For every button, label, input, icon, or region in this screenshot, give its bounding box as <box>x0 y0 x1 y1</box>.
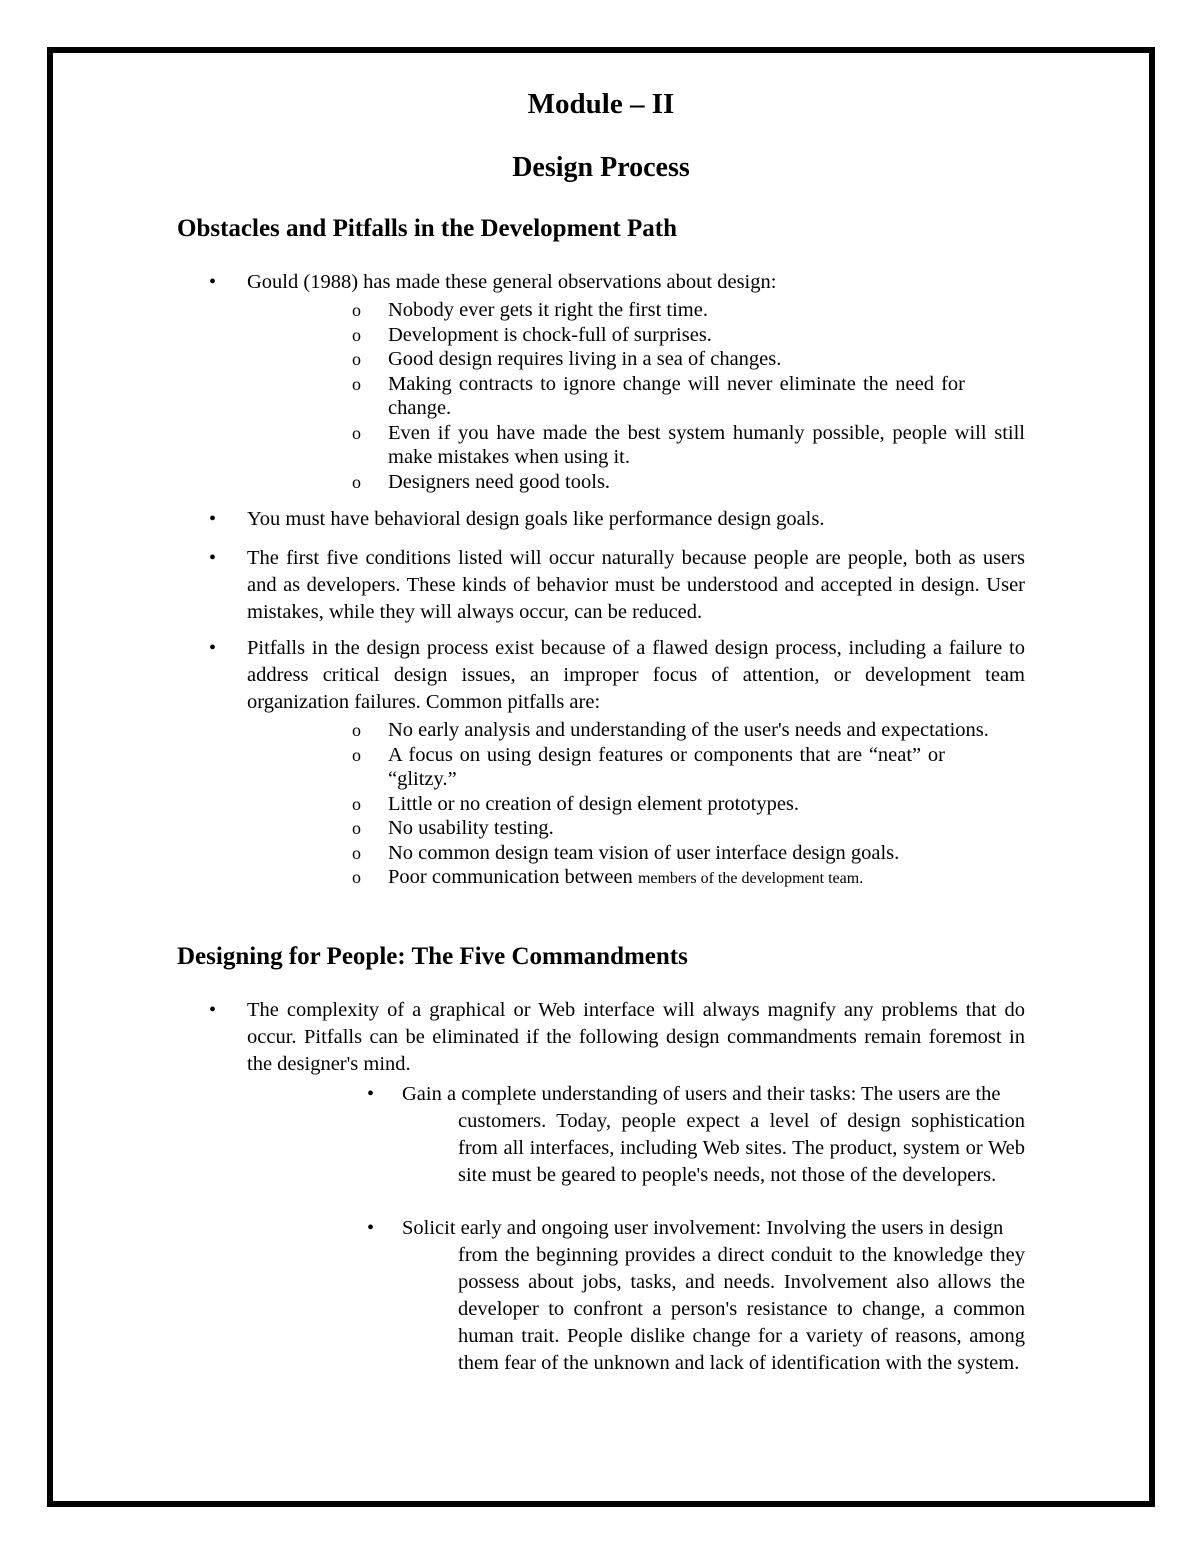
sub-list-item-text: No common design team vision of user interface design goals. <box>388 841 900 864</box>
circle-bullet-icon: o <box>352 744 361 765</box>
sub-list-item <box>247 743 1025 792</box>
sub-list-item-text: Nobody ever gets it right the first time. <box>388 299 708 321</box>
sub-list-item <box>247 421 1025 470</box>
commandment-lead: Gain a complete understanding of users and their tasks: The users are the <box>402 1082 1001 1105</box>
bullet-icon: • <box>367 1082 375 1105</box>
pitfalls-sublist <box>247 718 1025 892</box>
list-item <box>177 545 1025 626</box>
circle-bullet-icon: o <box>352 300 361 320</box>
commandments-sublist <box>247 1081 1025 1377</box>
sub-list-item <box>247 792 1025 817</box>
bullet-icon: • <box>209 998 217 1021</box>
circle-bullet-icon: o <box>352 422 361 443</box>
list-item-text: The complexity of a graphical or Web interface will always magnify any problems that do occur. Pitfalls can be eliminated if the following design commandments remain foremost in the designer's mind. <box>247 998 1025 1075</box>
circle-bullet-icon: o <box>352 818 361 838</box>
bullet-icon: • <box>367 1216 375 1239</box>
sub-list-item-small-text: members of the development team. <box>637 870 864 887</box>
sub-list-item-text: Good design requires living in a sea of changes. <box>388 348 782 370</box>
list-item-text: You must have behavioral design goals like performance design goals. <box>247 508 825 530</box>
sub-list-item-text: Even if you have made the best system humanly possible, people will still make mistakes when using it. <box>388 421 1025 468</box>
list-item <box>177 269 1025 494</box>
observations-sublist <box>247 298 1025 494</box>
page-subtitle: Design Process <box>512 152 690 183</box>
sub-list-item-text: A focus on using design features or components that are “neat” or “glitzy.” <box>388 743 945 790</box>
commandment-lead: Solicit early and ongoing user involvement: Involving the users in design <box>402 1216 1004 1239</box>
sub-list-item <box>247 816 1025 841</box>
sub-list-item <box>247 718 1025 743</box>
commandments-list <box>177 997 1025 1377</box>
commandment-item <box>247 1081 1025 1189</box>
bullet-icon: • <box>209 271 217 293</box>
circle-bullet-icon: o <box>352 720 361 740</box>
sub-list-item-text: Development is chock-full of surprises. <box>388 323 712 346</box>
list-item <box>177 506 1025 533</box>
circle-bullet-icon: o <box>352 324 361 345</box>
document-body <box>177 90 1025 1377</box>
bullet-icon: • <box>209 508 217 530</box>
list-item-text: Pitfalls in the design process exist because of a flawed design process, including a failure to address critical design issues, an improper focus of attention, or development team organization failures. Common pitfalls are: <box>247 637 1025 713</box>
sub-list-item <box>247 865 1025 892</box>
sub-list-item-text: Poor communication between <box>388 866 633 888</box>
commandment-text: from the beginning provides a direct conduit to the knowledge they possess about jobs, tasks, and needs. Involvement also allows the developer to confront a person's resistance to change, a common human trait. People dislike change for a variety of reasons, among them fear of the unknown and lack of identification with the system. <box>458 1243 1025 1374</box>
module-title: Module – II <box>527 88 675 120</box>
commandment-text: customers. Today, people expect a level of design sophistication from all interfaces, including Web sites. The product, system or Web site must be geared to people's needs, not those of the developers. <box>458 1109 1025 1186</box>
circle-bullet-icon: o <box>352 471 361 492</box>
list-item <box>177 635 1025 892</box>
sub-list-item <box>247 470 1025 495</box>
sub-list-item <box>247 841 1025 866</box>
sub-list-item-text: No usability testing. <box>388 817 554 839</box>
circle-bullet-icon: o <box>352 867 361 887</box>
list-item-text: The first five conditions listed will occur naturally because people are people, both as users and as developers. These kinds of behavior must be understood and accepted in design. User mistakes, while they will always occur, can be reduced. <box>247 547 1025 623</box>
bullet-icon: • <box>209 547 217 569</box>
sub-list-item-text: Little or no creation of design element prototypes. <box>388 792 800 815</box>
sub-list-item <box>247 372 1025 421</box>
circle-bullet-icon: o <box>352 842 361 863</box>
section-heading-commandments: Designing for People: The Five Commandments <box>177 942 688 970</box>
sub-list-item <box>247 323 1025 348</box>
list-item <box>177 997 1025 1377</box>
sub-list-item-text: Making contracts to ignore change will never eliminate the need for change. <box>388 372 965 419</box>
sub-list-item <box>247 298 1025 323</box>
list-item-text: Gould (1988) has made these general observations about design: <box>247 271 777 293</box>
bullet-icon: • <box>209 637 217 659</box>
sub-list-item-text: No early analysis and understanding of the user's needs and expectations. <box>388 719 989 741</box>
section-heading-obstacles: Obstacles and Pitfalls in the Development Path <box>177 215 677 242</box>
circle-bullet-icon: o <box>352 349 361 369</box>
sub-list-item <box>247 347 1025 372</box>
obstacles-list <box>177 269 1025 892</box>
circle-bullet-icon: o <box>352 373 361 394</box>
sub-list-item-text: Designers need good tools. <box>388 470 611 493</box>
commandment-item <box>247 1215 1025 1377</box>
circle-bullet-icon: o <box>352 793 361 814</box>
